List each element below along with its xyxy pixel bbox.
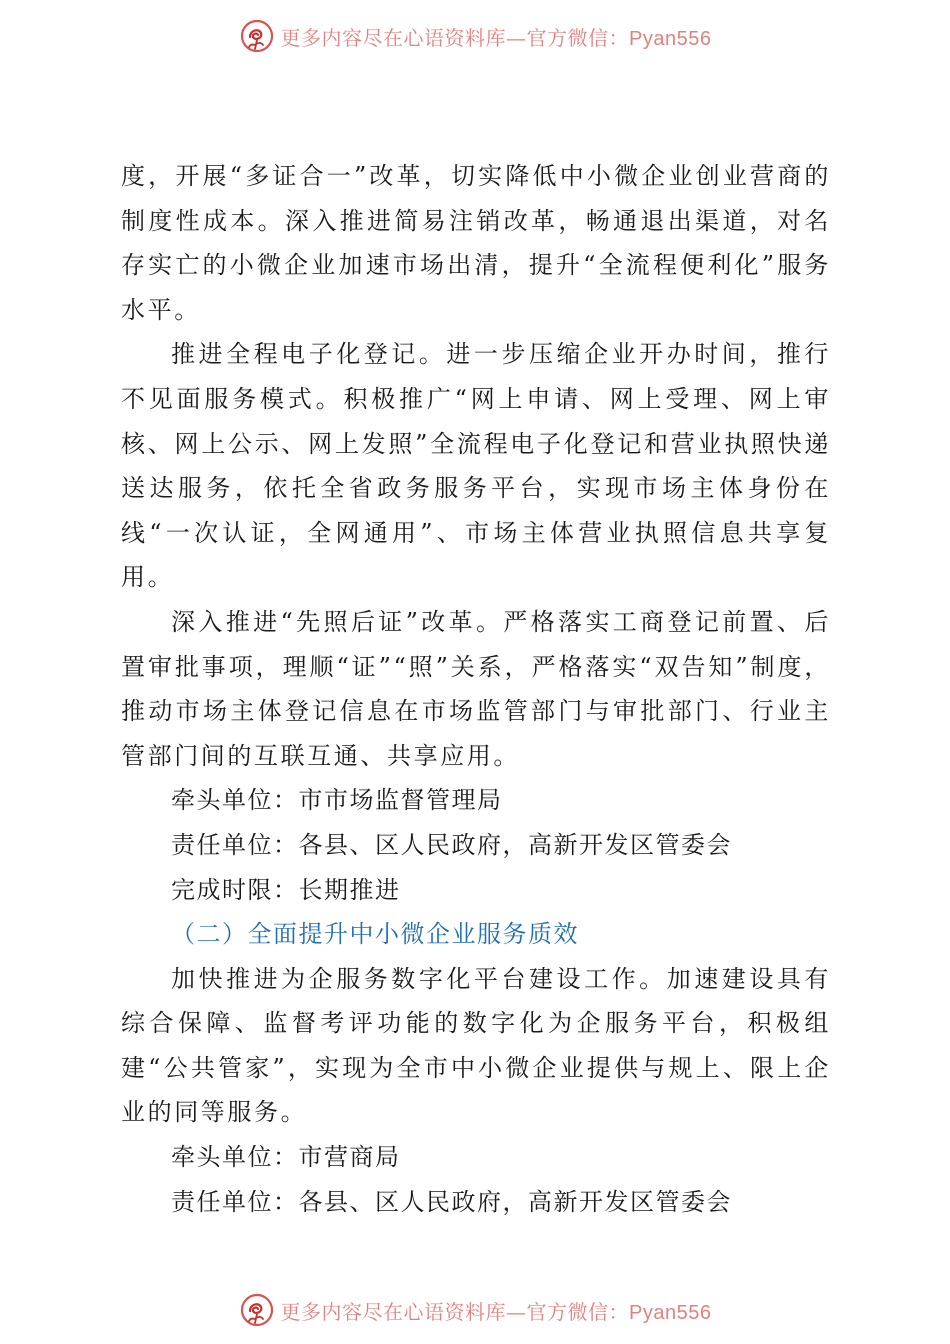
rose-icon (239, 18, 275, 54)
responsible-unit-1: 责任单位：各县、区人民政府，高新开发区管委会 (171, 830, 732, 859)
wechat-id: Pyan556 (629, 1301, 712, 1324)
section-heading: （二）全面提升中小微企业服务质效 (171, 920, 579, 949)
deadline-1: 完成时限：长期推进 (171, 875, 401, 904)
rose-icon (239, 1292, 275, 1328)
document-body (121, 154, 831, 1224)
lead-unit-1: 牵头单位：市市场监督管理局 (171, 786, 503, 815)
responsible-unit-2: 责任单位：各县、区人民政府，高新开发区管委会 (171, 1187, 732, 1216)
watermark-header (0, 16, 950, 56)
paragraph-electronic-registration: 推进全程电子化登记。进一步压缩企业开办时间，推行不见面服务模式。积极推广“网上申请、网上受理、网上审核、网上公示、网上发照”全流程电子化登记和营业执照快递送达服务，依托全省政务服务平台，实现市场主体身份在线“一次认证，全网通用”、市场主体营业执照信息共享复用。 (121, 340, 831, 592)
lead-unit-2: 牵头单位：市营商局 (171, 1143, 401, 1172)
watermark-text (281, 22, 712, 51)
watermark-text (281, 1296, 712, 1325)
paragraph-license-reform: 深入推进“先照后证”改革。严格落实工商登记前置、后置审批事项，理顺“证”“照”关系，严格落实“双告知”制度，推动市场主体登记信息在市场监管部门与审批部门、行业主管部门间的互联互通、共享应用。 (121, 607, 831, 770)
wechat-id: Pyan556 (629, 27, 712, 50)
watermark-label: 更多内容尽在心语资料库—官方微信： (280, 25, 630, 50)
watermark-footer (0, 1290, 950, 1330)
paragraph-cont: 度，开展“多证合一”改革，切实降低中小微企业创业营商的制度性成本。深入推进简易注销改革，畅通退出渠道，对名存实亡的小微企业加速市场出清，提升“全流程便利化”服务水平。 (121, 162, 831, 324)
watermark-label: 更多内容尽在心语资料库—官方微信： (280, 1299, 630, 1324)
paragraph-digital-platform: 加快推进为企服务数字化平台建设工作。加速建设具有综合保障、监督考评功能的数字化为企服务平台，积极组建“公共管家”，实现为全市中小微企业提供与规上、限上企业的同等服务。 (121, 964, 831, 1127)
